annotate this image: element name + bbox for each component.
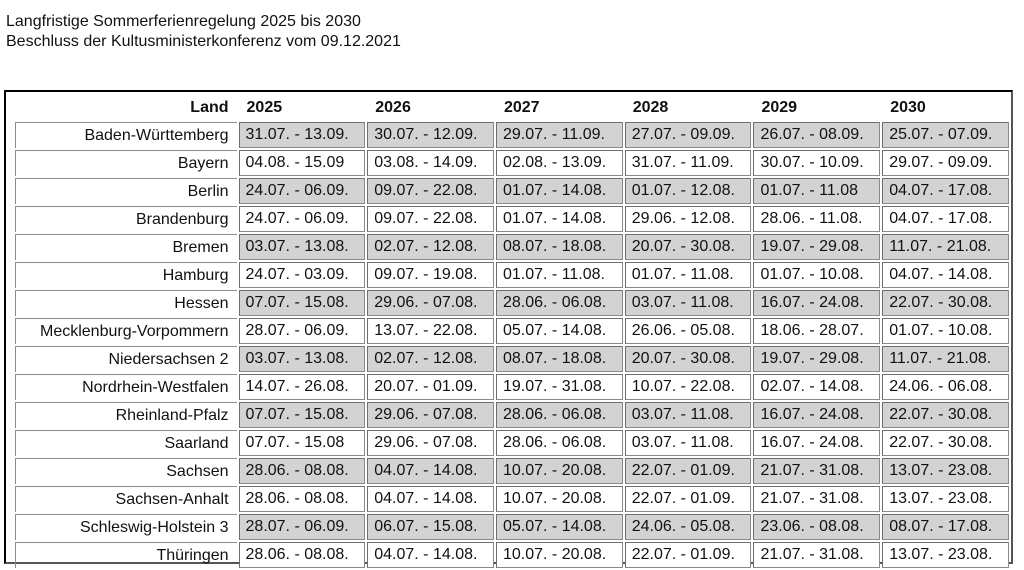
date-range-cell: 28.06. - 08.08. bbox=[239, 486, 366, 512]
date-range-cell: 03.07. - 13.08. bbox=[239, 346, 366, 372]
holiday-table-frame bbox=[4, 90, 1013, 564]
date-range-cell: 04.08. - 15.09 bbox=[239, 150, 366, 176]
table-row bbox=[15, 122, 1009, 148]
date-range-cell: 28.06. - 08.08. bbox=[239, 542, 366, 568]
date-range-cell: 01.07. - 10.08. bbox=[882, 318, 1009, 344]
table-row bbox=[15, 234, 1009, 260]
land-column-header: Land bbox=[190, 99, 229, 116]
date-range-cell: 29.07. - 09.09. bbox=[882, 150, 1009, 176]
date-range-cell: 05.07. - 14.08. bbox=[496, 514, 623, 540]
date-range-cell: 20.07. - 30.08. bbox=[625, 234, 752, 260]
date-range-cell: 01.07. - 11.08 bbox=[753, 178, 880, 204]
date-range-cell: 16.07. - 24.08. bbox=[753, 290, 880, 316]
date-range-cell: 22.07. - 01.09. bbox=[625, 486, 752, 512]
date-range-cell: 02.08. - 13.09. bbox=[496, 150, 623, 176]
year-header: 2026 bbox=[375, 99, 411, 116]
date-range-cell: 21.07. - 31.08. bbox=[753, 486, 880, 512]
land-cell: Baden-Württemberg bbox=[15, 122, 237, 148]
date-range-cell: 09.07. - 22.08. bbox=[367, 178, 494, 204]
date-range-cell: 13.07. - 23.08. bbox=[882, 486, 1009, 512]
date-range-cell: 28.06. - 08.08. bbox=[239, 458, 366, 484]
land-cell: Thüringen bbox=[15, 542, 237, 568]
date-range-cell: 04.07. - 14.08. bbox=[367, 458, 494, 484]
table-row bbox=[15, 290, 1009, 316]
date-range-cell: 11.07. - 21.08. bbox=[882, 234, 1009, 260]
date-range-cell: 09.07. - 22.08. bbox=[367, 206, 494, 232]
land-cell: Bremen bbox=[15, 234, 237, 260]
table-body bbox=[15, 122, 1009, 568]
date-range-cell: 28.07. - 06.09. bbox=[239, 318, 366, 344]
land-cell: Rheinland-Pfalz bbox=[15, 402, 237, 428]
table-row bbox=[15, 374, 1009, 400]
land-cell: Hessen bbox=[15, 290, 237, 316]
land-cell: Sachsen bbox=[15, 458, 237, 484]
land-cell: Berlin bbox=[15, 178, 237, 204]
date-range-cell: 21.07. - 31.08. bbox=[753, 542, 880, 568]
date-range-cell: 14.07. - 26.08. bbox=[239, 374, 366, 400]
date-range-cell: 24.06. - 05.08. bbox=[625, 514, 752, 540]
date-range-cell: 30.07. - 10.09. bbox=[753, 150, 880, 176]
date-range-cell: 13.07. - 23.08. bbox=[882, 458, 1009, 484]
date-range-cell: 10.07. - 20.08. bbox=[496, 458, 623, 484]
date-range-cell: 06.07. - 15.08. bbox=[367, 514, 494, 540]
land-cell: Niedersachsen 2 bbox=[15, 346, 237, 372]
date-range-cell: 28.07. - 06.09. bbox=[239, 514, 366, 540]
date-range-cell: 28.06. - 06.08. bbox=[496, 402, 623, 428]
date-range-cell: 08.07. - 18.08. bbox=[496, 234, 623, 260]
date-range-cell: 02.07. - 14.08. bbox=[753, 374, 880, 400]
land-cell: Schleswig-Holstein 3 bbox=[15, 514, 237, 540]
date-range-cell: 22.07. - 30.08. bbox=[882, 430, 1009, 456]
date-range-cell: 16.07. - 24.08. bbox=[753, 430, 880, 456]
table-row bbox=[15, 150, 1009, 176]
date-range-cell: 01.07. - 14.08. bbox=[496, 206, 623, 232]
date-range-cell: 07.07. - 15.08 bbox=[239, 430, 366, 456]
table-row bbox=[15, 430, 1009, 456]
date-range-cell: 19.07. - 29.08. bbox=[753, 234, 880, 260]
date-range-cell: 27.07. - 09.09. bbox=[625, 122, 752, 148]
date-range-cell: 13.07. - 22.08. bbox=[367, 318, 494, 344]
date-range-cell: 29.06. - 07.08. bbox=[367, 430, 494, 456]
table-row bbox=[15, 206, 1009, 232]
table-row bbox=[15, 402, 1009, 428]
date-range-cell: 24.07. - 03.09. bbox=[239, 262, 366, 288]
date-range-cell: 02.07. - 12.08. bbox=[367, 234, 494, 260]
date-range-cell: 02.07. - 12.08. bbox=[367, 346, 494, 372]
date-range-cell: 29.06. - 07.08. bbox=[367, 402, 494, 428]
date-range-cell: 04.07. - 14.08. bbox=[367, 542, 494, 568]
date-range-cell: 07.07. - 15.08. bbox=[239, 402, 366, 428]
date-range-cell: 20.07. - 30.08. bbox=[625, 346, 752, 372]
land-cell: Brandenburg bbox=[15, 206, 237, 232]
holiday-table bbox=[13, 94, 1011, 570]
date-range-cell: 09.07. - 19.08. bbox=[367, 262, 494, 288]
date-range-cell: 26.06. - 05.08. bbox=[625, 318, 752, 344]
date-range-cell: 19.07. - 31.08. bbox=[496, 374, 623, 400]
date-range-cell: 30.07. - 12.09. bbox=[367, 122, 494, 148]
table-header-row bbox=[15, 96, 1009, 120]
date-range-cell: 28.06. - 06.08. bbox=[496, 430, 623, 456]
date-range-cell: 08.07. - 18.08. bbox=[496, 346, 623, 372]
table-row bbox=[15, 486, 1009, 512]
land-cell: Nordrhein-Westfalen bbox=[15, 374, 237, 400]
date-range-cell: 04.07. - 14.08. bbox=[882, 262, 1009, 288]
date-range-cell: 08.07. - 17.08. bbox=[882, 514, 1009, 540]
table-row bbox=[15, 346, 1009, 372]
date-range-cell: 23.06. - 08.08. bbox=[753, 514, 880, 540]
date-range-cell: 31.07. - 13.09. bbox=[239, 122, 366, 148]
land-cell: Mecklenburg-Vorpommern bbox=[15, 318, 237, 344]
date-range-cell: 29.07. - 11.09. bbox=[496, 122, 623, 148]
date-range-cell: 01.07. - 10.08. bbox=[753, 262, 880, 288]
date-range-cell: 25.07. - 07.09. bbox=[882, 122, 1009, 148]
date-range-cell: 04.07. - 14.08. bbox=[367, 486, 494, 512]
date-range-cell: 28.06. - 06.08. bbox=[496, 290, 623, 316]
date-range-cell: 29.06. - 12.08. bbox=[625, 206, 752, 232]
heading-subtitle: Beschluss der Kultusministerkonferenz vom 09.12.2021 bbox=[6, 33, 401, 50]
date-range-cell: 04.07. - 17.08. bbox=[882, 206, 1009, 232]
land-cell: Saarland bbox=[15, 430, 237, 456]
year-header: 2029 bbox=[761, 99, 798, 116]
date-range-cell: 10.07. - 20.08. bbox=[496, 542, 623, 568]
date-range-cell: 10.07. - 22.08. bbox=[625, 374, 752, 400]
date-range-cell: 03.07. - 11.08. bbox=[625, 290, 752, 316]
table-row bbox=[15, 458, 1009, 484]
date-range-cell: 04.07. - 17.08. bbox=[882, 178, 1009, 204]
date-range-cell: 03.07. - 11.08. bbox=[625, 430, 752, 456]
heading-title: Langfristige Sommerferienregelung 2025 bis 2030 bbox=[6, 13, 361, 30]
date-range-cell: 22.07. - 01.09. bbox=[625, 542, 752, 568]
year-header: 2030 bbox=[890, 99, 926, 116]
date-range-cell: 22.07. - 30.08. bbox=[882, 290, 1009, 316]
date-range-cell: 19.07. - 29.08. bbox=[753, 346, 880, 372]
date-range-cell: 05.07. - 14.08. bbox=[496, 318, 623, 344]
date-range-cell: 03.07. - 13.08. bbox=[239, 234, 366, 260]
date-range-cell: 10.07. - 20.08. bbox=[496, 486, 623, 512]
date-range-cell: 07.07. - 15.08. bbox=[239, 290, 366, 316]
table-row bbox=[15, 514, 1009, 540]
date-range-cell: 29.06. - 07.08. bbox=[367, 290, 494, 316]
table-row bbox=[15, 542, 1009, 568]
land-cell: Bayern bbox=[15, 150, 237, 176]
date-range-cell: 01.07. - 11.08. bbox=[496, 262, 623, 288]
date-range-cell: 24.07. - 06.09. bbox=[239, 178, 366, 204]
date-range-cell: 01.07. - 11.08. bbox=[625, 262, 752, 288]
date-range-cell: 24.06. - 06.08. bbox=[882, 374, 1009, 400]
table-row bbox=[15, 178, 1009, 204]
date-range-cell: 24.07. - 06.09. bbox=[239, 206, 366, 232]
date-range-cell: 26.07. - 08.09. bbox=[753, 122, 880, 148]
land-cell: Sachsen-Anhalt bbox=[15, 486, 237, 512]
date-range-cell: 01.07. - 12.08. bbox=[625, 178, 752, 204]
year-header: 2028 bbox=[632, 99, 669, 116]
table-row bbox=[15, 318, 1009, 344]
date-range-cell: 28.06. - 11.08. bbox=[753, 206, 880, 232]
date-range-cell: 21.07. - 31.08. bbox=[753, 458, 880, 484]
year-header: 2025 bbox=[246, 99, 283, 116]
date-range-cell: 20.07. - 01.09. bbox=[367, 374, 494, 400]
date-range-cell: 16.07. - 24.08. bbox=[753, 402, 880, 428]
date-range-cell: 11.07. - 21.08. bbox=[882, 346, 1009, 372]
date-range-cell: 22.07. - 01.09. bbox=[625, 458, 752, 484]
date-range-cell: 31.07. - 11.09. bbox=[625, 150, 752, 176]
date-range-cell: 01.07. - 14.08. bbox=[496, 178, 623, 204]
date-range-cell: 22.07. - 30.08. bbox=[882, 402, 1009, 428]
date-range-cell: 03.08. - 14.09. bbox=[367, 150, 494, 176]
date-range-cell: 18.06. - 28.07. bbox=[753, 318, 880, 344]
date-range-cell: 03.07. - 11.08. bbox=[625, 402, 752, 428]
document-heading bbox=[6, 12, 401, 52]
land-cell: Hamburg bbox=[15, 262, 237, 288]
year-header: 2027 bbox=[503, 99, 540, 116]
date-range-cell: 13.07. - 23.08. bbox=[882, 542, 1009, 568]
table-row bbox=[15, 262, 1009, 288]
